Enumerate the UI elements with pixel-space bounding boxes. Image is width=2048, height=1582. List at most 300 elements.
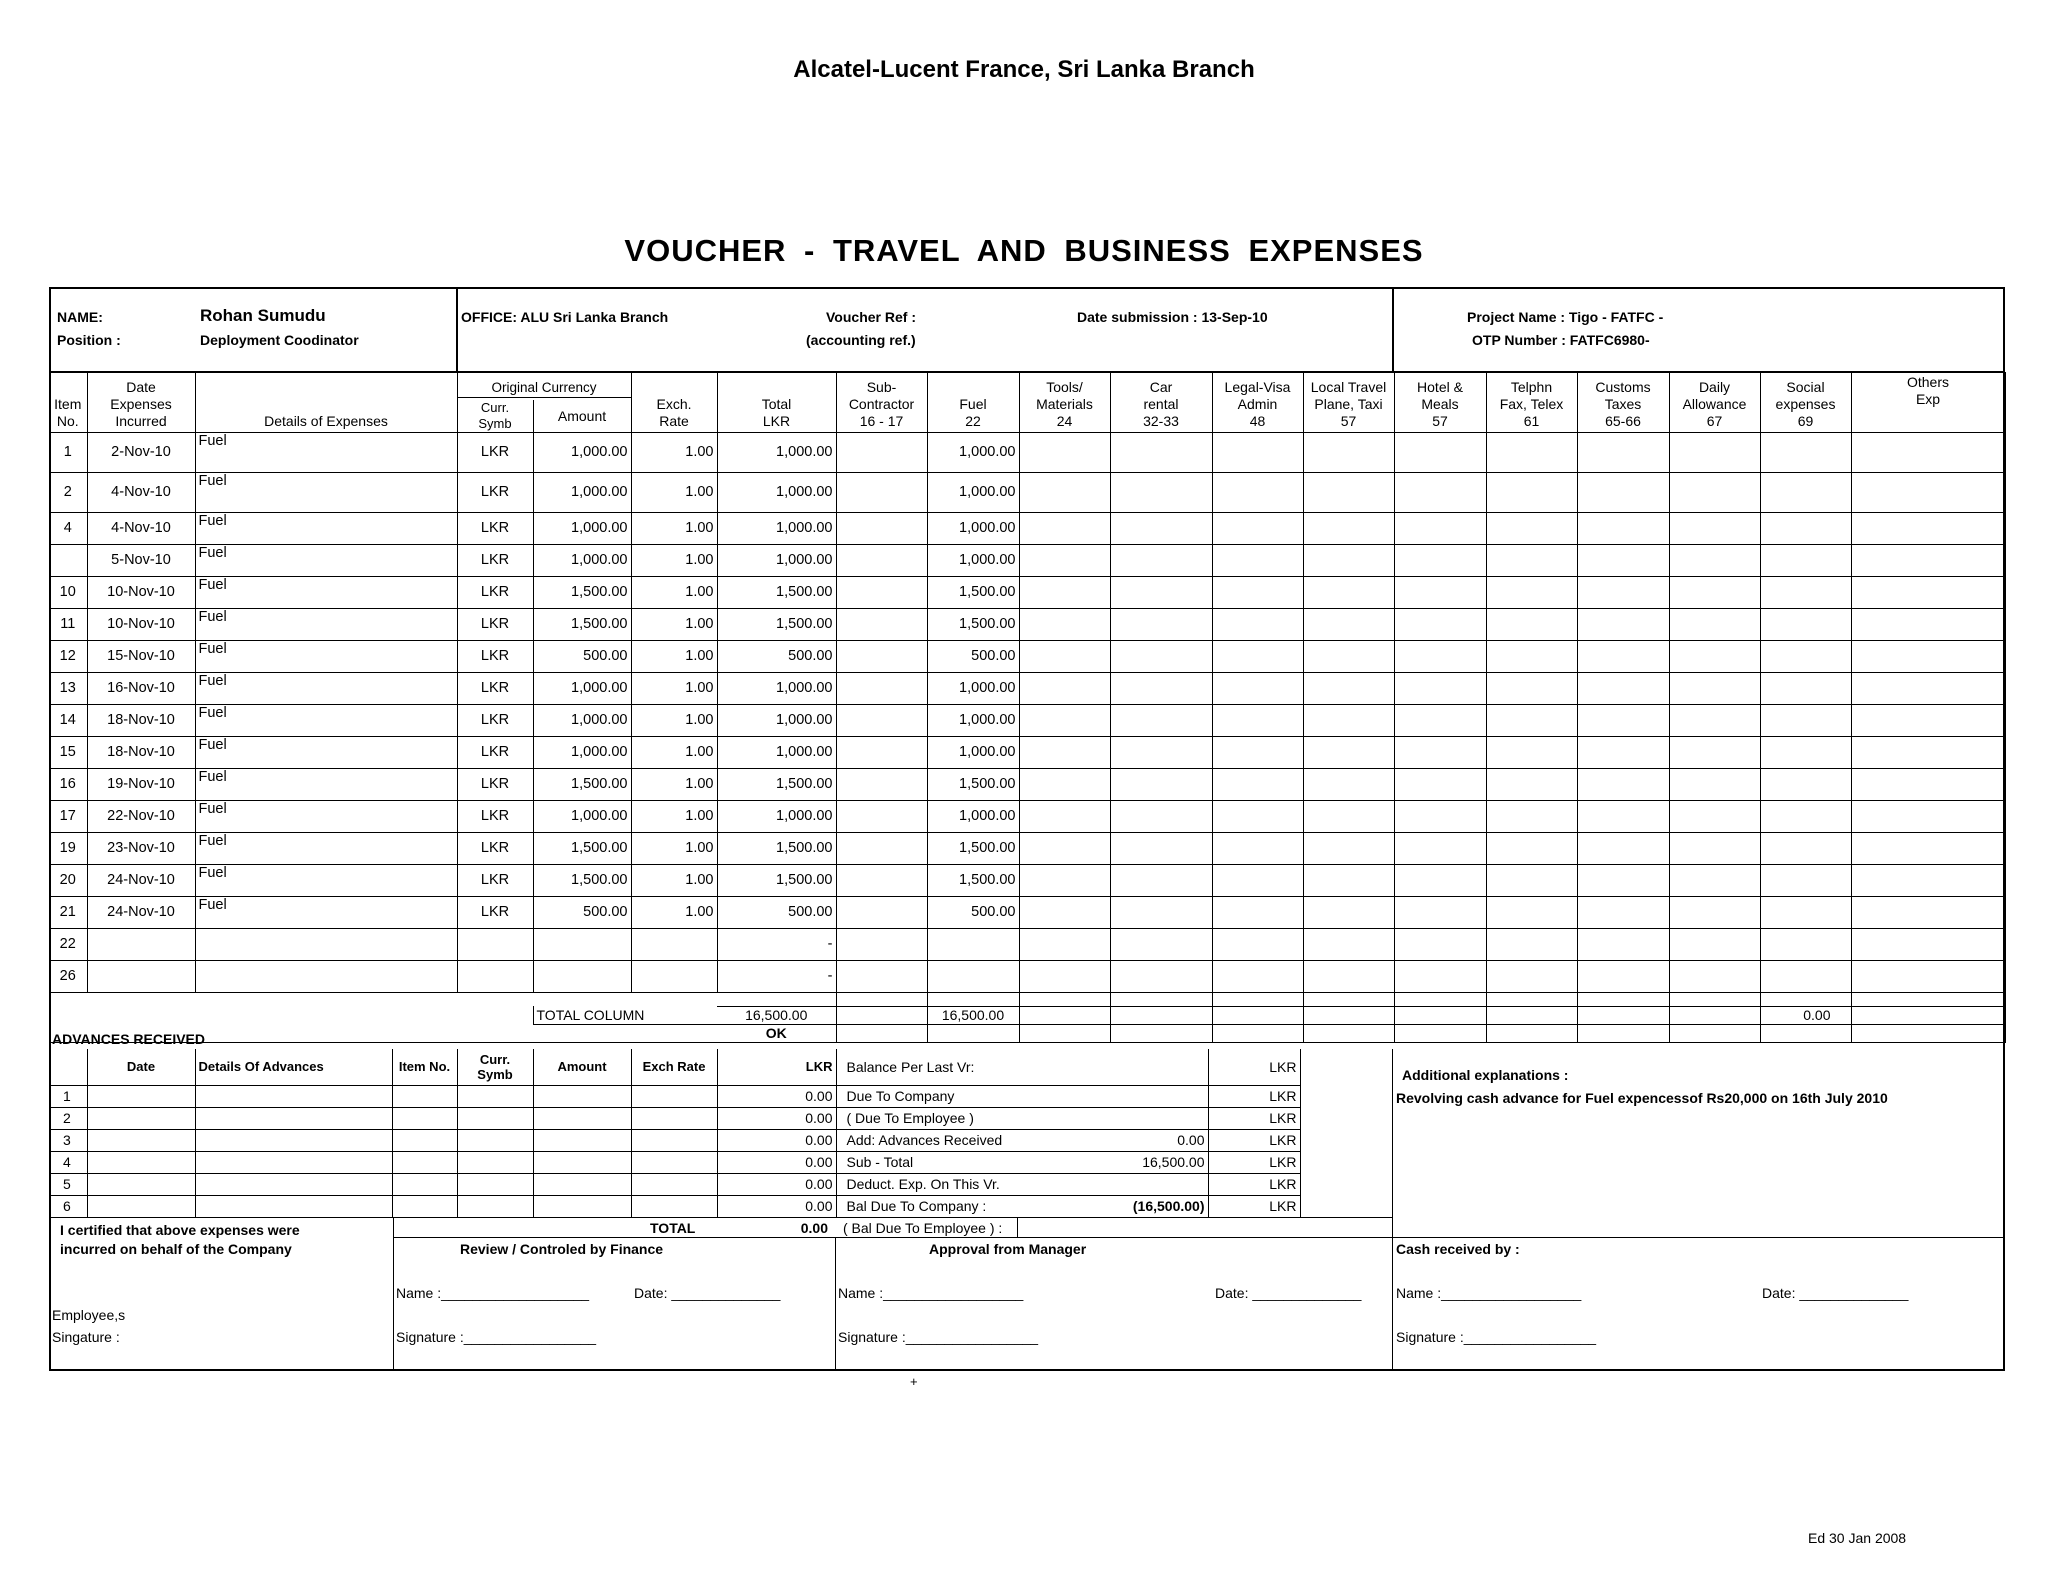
advance-cell[interactable] [87, 1151, 195, 1173]
row-date [87, 928, 195, 960]
row-details: Fuel [195, 472, 457, 512]
row-empty-cell [1212, 512, 1303, 544]
advance-cell[interactable] [87, 1085, 195, 1107]
adv-col-date: Date [87, 1049, 195, 1085]
row-details: Fuel [195, 800, 457, 832]
row-empty-cell [1577, 576, 1669, 608]
row-date: 15-Nov-10 [87, 640, 195, 672]
row-empty-cell [1110, 640, 1212, 672]
row-sub [836, 736, 927, 768]
row-total: 1,500.00 [717, 864, 836, 896]
row-empty-cell [1577, 864, 1669, 896]
total-column-row [49, 1006, 2005, 1024]
col-social: Social expenses 69 [1760, 372, 1851, 432]
row-sub [836, 768, 927, 800]
col-legal: Legal-Visa Admin 48 [1212, 372, 1303, 432]
table-row [49, 896, 2005, 928]
balance-value [1108, 1049, 1208, 1085]
col-item: Item No. [49, 372, 87, 432]
row-empty-cell [1577, 472, 1669, 512]
row-amount [533, 928, 631, 960]
row-curr: LKR [457, 672, 533, 704]
advance-cell[interactable] [195, 1195, 392, 1217]
row-empty-cell [1577, 704, 1669, 736]
advance-cell[interactable] [87, 1173, 195, 1195]
row-empty-cell [1110, 960, 1212, 992]
advance-cell[interactable] [87, 1129, 195, 1151]
row-empty-cell [1577, 768, 1669, 800]
row-empty-cell [1760, 832, 1851, 864]
row-total: 1,000.00 [717, 672, 836, 704]
row-empty-cell [1212, 472, 1303, 512]
row-empty-cell [1669, 432, 1760, 472]
row-rate [631, 960, 717, 992]
row-date: 18-Nov-10 [87, 704, 195, 736]
row-fuel: 1,000.00 [927, 736, 1019, 768]
advance-lkr: 0.00 [717, 1085, 836, 1107]
row-sub [836, 576, 927, 608]
advance-cell[interactable] [457, 1151, 533, 1173]
row-empty-cell [1394, 768, 1486, 800]
expense-table [49, 372, 2006, 1043]
row-curr: LKR [457, 576, 533, 608]
row-total: 1,500.00 [717, 768, 836, 800]
advance-cell[interactable] [457, 1195, 533, 1217]
row-empty-cell [1019, 472, 1110, 512]
row-empty-cell [1110, 544, 1212, 576]
row-item: 1 [49, 432, 87, 472]
row-empty-cell [1486, 544, 1577, 576]
row-empty-cell [1669, 960, 1760, 992]
balance-currency: LKR [1208, 1107, 1300, 1129]
row-amount: 1,500.00 [533, 576, 631, 608]
row-fuel: 1,000.00 [927, 704, 1019, 736]
row-sub [836, 864, 927, 896]
row-curr: LKR [457, 896, 533, 928]
table-row [49, 512, 2005, 544]
row-empty-cell [1669, 800, 1760, 832]
advance-lkr: 0.00 [717, 1151, 836, 1173]
row-date: 23-Nov-10 [87, 832, 195, 864]
row-curr [457, 928, 533, 960]
balance-label: Deduct. Exp. On This Vr. [836, 1173, 1108, 1195]
row-empty-cell [1303, 768, 1394, 800]
row-rate: 1.00 [631, 544, 717, 576]
row-curr: LKR [457, 432, 533, 472]
advance-cell[interactable] [533, 1173, 631, 1195]
row-empty-cell [1851, 736, 2005, 768]
employee-label: Employee,s [52, 1307, 126, 1323]
row-empty-cell [1019, 640, 1110, 672]
advance-row [49, 1129, 1300, 1151]
row-total: - [717, 928, 836, 960]
approval-date-field[interactable]: Date: ______________ [1215, 1285, 1362, 1301]
row-amount: 1,000.00 [533, 800, 631, 832]
row-empty-cell [1486, 800, 1577, 832]
row-empty-cell [1851, 704, 2005, 736]
row-empty-cell [1019, 672, 1110, 704]
row-total: 1,000.00 [717, 800, 836, 832]
review-signature-field[interactable]: Signature :_________________ [396, 1329, 597, 1345]
advance-lkr: 0.00 [717, 1107, 836, 1129]
adv-col-item: Item No. [392, 1049, 457, 1085]
row-fuel: 1,000.00 [927, 672, 1019, 704]
row-empty-cell [1212, 864, 1303, 896]
row-item: 4 [49, 512, 87, 544]
row-details [195, 928, 457, 960]
approval-name-field[interactable]: Name :__________________ [838, 1285, 1024, 1301]
row-sub [836, 472, 927, 512]
row-empty-cell [1486, 432, 1577, 472]
row-empty-cell [1669, 472, 1760, 512]
row-empty-cell [1212, 576, 1303, 608]
row-amount: 1,000.00 [533, 472, 631, 512]
row-empty-cell [1212, 704, 1303, 736]
row-curr: LKR [457, 608, 533, 640]
row-item: 12 [49, 640, 87, 672]
check-row [49, 1024, 2005, 1042]
row-empty-cell [1577, 608, 1669, 640]
row-empty-cell [1486, 608, 1577, 640]
advance-cell[interactable] [195, 1107, 392, 1129]
row-empty-cell [1669, 640, 1760, 672]
row-date: 24-Nov-10 [87, 864, 195, 896]
row-curr: LKR [457, 832, 533, 864]
row-amount: 1,000.00 [533, 544, 631, 576]
row-empty-cell [1303, 800, 1394, 832]
advance-cell[interactable] [631, 1107, 717, 1129]
adv-col-lkr: LKR [717, 1049, 836, 1085]
row-date: 10-Nov-10 [87, 576, 195, 608]
row-empty-cell [1212, 928, 1303, 960]
cash-name-field[interactable]: Name :__________________ [1396, 1285, 1582, 1301]
row-empty-cell [1019, 800, 1110, 832]
advance-cell[interactable] [631, 1085, 717, 1107]
advance-cell[interactable] [392, 1173, 457, 1195]
row-details: Fuel [195, 512, 457, 544]
row-empty-cell [1851, 832, 2005, 864]
row-empty-cell [1577, 432, 1669, 472]
row-rate: 1.00 [631, 832, 717, 864]
row-sub [836, 800, 927, 832]
advance-cell[interactable] [195, 1151, 392, 1173]
row-date: 16-Nov-10 [87, 672, 195, 704]
balance-currency: LKR [1208, 1129, 1300, 1151]
advance-row [49, 1107, 1300, 1129]
row-fuel: 1,500.00 [927, 864, 1019, 896]
table-row [49, 928, 2005, 960]
row-item: 16 [49, 768, 87, 800]
row-rate: 1.00 [631, 768, 717, 800]
row-empty-cell [1019, 544, 1110, 576]
balance-value [1108, 1107, 1208, 1129]
table-row [49, 800, 2005, 832]
row-amount: 1,000.00 [533, 432, 631, 472]
row-empty-cell [1760, 704, 1851, 736]
row-empty-cell [1669, 928, 1760, 960]
row-date: 2-Nov-10 [87, 432, 195, 472]
balance-label: Balance Per Last Vr: [836, 1049, 1108, 1085]
row-empty-cell [1394, 432, 1486, 472]
row-empty-cell [1110, 512, 1212, 544]
advance-cell[interactable] [631, 1173, 717, 1195]
project-name: Project Name : Tigo - FATFC - [1467, 309, 1664, 325]
advance-cell[interactable] [533, 1107, 631, 1129]
row-details: Fuel [195, 736, 457, 768]
balance-currency: LKR [1208, 1049, 1300, 1085]
row-empty-cell [1669, 704, 1760, 736]
row-amount: 1,500.00 [533, 832, 631, 864]
row-empty-cell [1486, 704, 1577, 736]
advance-row [49, 1195, 1300, 1217]
row-sub [836, 512, 927, 544]
row-item: 2 [49, 472, 87, 512]
name-label: NAME: [57, 309, 103, 325]
row-empty-cell [1303, 544, 1394, 576]
row-empty-cell [1486, 960, 1577, 992]
row-empty-cell [1851, 472, 2005, 512]
row-empty-cell [1394, 896, 1486, 928]
total-column-social: 0.00 [1760, 1006, 1851, 1024]
col-total: Total LKR [717, 372, 836, 432]
balance-currency: LKR [1208, 1195, 1300, 1217]
row-empty-cell [1760, 768, 1851, 800]
col-fuel: Fuel 22 [927, 372, 1019, 432]
row-curr: LKR [457, 768, 533, 800]
advance-cell[interactable] [392, 1107, 457, 1129]
advance-cell[interactable] [457, 1107, 533, 1129]
row-details: Fuel [195, 864, 457, 896]
row-empty-cell [1110, 704, 1212, 736]
row-empty-cell [1760, 640, 1851, 672]
advance-row-number: 1 [49, 1085, 87, 1107]
advance-cell[interactable] [392, 1195, 457, 1217]
table-row [49, 736, 2005, 768]
balance-currency: LKR [1208, 1085, 1300, 1107]
row-details: Fuel [195, 672, 457, 704]
row-empty-cell [1212, 736, 1303, 768]
row-amount: 500.00 [533, 640, 631, 672]
row-sub [836, 832, 927, 864]
row-amount: 1,000.00 [533, 512, 631, 544]
table-row [49, 544, 2005, 576]
row-empty-cell [1212, 544, 1303, 576]
row-empty-cell [1303, 672, 1394, 704]
adv-col-details: Details Of Advances [195, 1049, 392, 1085]
total-column-label: TOTAL COLUMN [533, 1006, 717, 1024]
row-empty-cell [1760, 432, 1851, 472]
advance-cell[interactable] [195, 1129, 392, 1151]
advance-lkr: 0.00 [717, 1173, 836, 1195]
row-empty-cell [1577, 832, 1669, 864]
row-empty-cell [1110, 576, 1212, 608]
row-empty-cell [1212, 432, 1303, 472]
row-curr: LKR [457, 640, 533, 672]
row-item: 21 [49, 896, 87, 928]
row-empty-cell [1851, 544, 2005, 576]
row-empty-cell [1212, 768, 1303, 800]
advance-cell[interactable] [392, 1085, 457, 1107]
row-empty-cell [1303, 736, 1394, 768]
row-details [195, 960, 457, 992]
row-empty-cell [1019, 768, 1110, 800]
row-curr: LKR [457, 704, 533, 736]
review-name-field[interactable]: Name :___________________ [396, 1285, 590, 1301]
row-fuel: 1,000.00 [927, 800, 1019, 832]
voucher-title: VOUCHER - TRAVEL AND BUSINESS EXPENSES [624, 233, 1424, 268]
row-rate: 1.00 [631, 672, 717, 704]
row-empty-cell [1110, 432, 1212, 472]
row-date: 4-Nov-10 [87, 472, 195, 512]
row-empty-cell [1486, 896, 1577, 928]
advance-cell[interactable] [87, 1195, 195, 1217]
advance-cell[interactable] [457, 1129, 533, 1151]
row-empty-cell [1212, 832, 1303, 864]
row-rate: 1.00 [631, 432, 717, 472]
adv-col-rate: Exch Rate [631, 1049, 717, 1085]
row-amount: 1,000.00 [533, 672, 631, 704]
table-row [49, 768, 2005, 800]
row-empty-cell [1394, 544, 1486, 576]
employee-signature[interactable]: Singature : [52, 1329, 120, 1345]
table-row [49, 864, 2005, 896]
col-date: Date Expenses Incurred [87, 372, 195, 432]
row-curr [457, 960, 533, 992]
row-details: Fuel [195, 576, 457, 608]
row-empty-cell [1669, 768, 1760, 800]
plus-mark: + [910, 1374, 918, 1389]
row-total: 1,000.00 [717, 472, 836, 512]
row-empty-cell [1577, 800, 1669, 832]
advance-cell[interactable] [533, 1151, 631, 1173]
row-total: 500.00 [717, 896, 836, 928]
row-empty-cell [1019, 432, 1110, 472]
advance-cell[interactable] [631, 1129, 717, 1151]
row-empty-cell [1486, 928, 1577, 960]
advance-cell[interactable] [631, 1195, 717, 1217]
advances-title: ADVANCES RECEIVED [52, 1031, 205, 1047]
advance-cell[interactable] [195, 1085, 392, 1107]
row-total: 1,000.00 [717, 512, 836, 544]
advance-cell[interactable] [195, 1173, 392, 1195]
row-empty-cell [1110, 928, 1212, 960]
row-empty-cell [1851, 640, 2005, 672]
row-fuel [927, 960, 1019, 992]
row-item: 26 [49, 960, 87, 992]
advance-cell[interactable] [533, 1085, 631, 1107]
advance-cell[interactable] [457, 1173, 533, 1195]
row-empty-cell [1669, 896, 1760, 928]
row-sub [836, 640, 927, 672]
row-rate: 1.00 [631, 472, 717, 512]
advance-cell[interactable] [533, 1129, 631, 1151]
approval-signature-field[interactable]: Signature :_________________ [838, 1329, 1039, 1345]
row-empty-cell [1486, 576, 1577, 608]
advance-row [49, 1151, 1300, 1173]
row-item: 19 [49, 832, 87, 864]
row-date: 5-Nov-10 [87, 544, 195, 576]
row-empty-cell [1303, 608, 1394, 640]
row-item: 20 [49, 864, 87, 896]
adv-col-curr: Curr. Symb [457, 1049, 533, 1085]
row-fuel: 500.00 [927, 896, 1019, 928]
row-fuel: 1,000.00 [927, 432, 1019, 472]
row-empty-cell [1577, 544, 1669, 576]
row-empty-cell [1110, 896, 1212, 928]
advances-header-row [49, 1049, 1300, 1085]
row-empty-cell [1760, 472, 1851, 512]
row-empty-cell [1394, 672, 1486, 704]
col-amount: Amount [557, 407, 607, 424]
row-total: 1,500.00 [717, 832, 836, 864]
advance-cell[interactable] [457, 1085, 533, 1107]
advance-cell[interactable] [533, 1195, 631, 1217]
table-row [49, 472, 2005, 512]
col-tools: Tools/ Materials 24 [1019, 372, 1110, 432]
explanations-text: Revolving cash advance for Fuel expencessof Rs20,000 on 16th July 2010 [1396, 1090, 1888, 1106]
table-row [49, 960, 2005, 992]
row-empty-cell [1212, 608, 1303, 640]
row-empty-cell [1212, 960, 1303, 992]
row-fuel: 1,500.00 [927, 768, 1019, 800]
row-empty-cell [1019, 704, 1110, 736]
row-empty-cell [1669, 832, 1760, 864]
advance-row-number: 6 [49, 1195, 87, 1217]
row-empty-cell [1851, 864, 2005, 896]
col-car: Car rental 32-33 [1110, 372, 1212, 432]
row-sub [836, 432, 927, 472]
row-empty-cell [1019, 864, 1110, 896]
row-details: Fuel [195, 640, 457, 672]
col-local: Local Travel Plane, Taxi 57 [1303, 372, 1394, 432]
advance-cell[interactable] [392, 1129, 457, 1151]
row-empty-cell [1019, 960, 1110, 992]
position-label: Position : [57, 332, 121, 348]
advance-cell[interactable] [392, 1151, 457, 1173]
cash-date-field[interactable]: Date: ______________ [1762, 1285, 1909, 1301]
accounting-ref: (accounting ref.) [806, 332, 916, 348]
row-total: 1,000.00 [717, 736, 836, 768]
row-empty-cell [1851, 432, 2005, 472]
cash-signature-field[interactable]: Signature :_________________ [1396, 1329, 1597, 1345]
col-daily: Daily Allowance 67 [1669, 372, 1760, 432]
row-empty-cell [1212, 800, 1303, 832]
row-empty-cell [1212, 896, 1303, 928]
row-rate: 1.00 [631, 864, 717, 896]
balance-label: Due To Company [836, 1085, 1108, 1107]
advance-cell[interactable] [87, 1107, 195, 1129]
table-row [49, 432, 2005, 472]
row-date: 10-Nov-10 [87, 608, 195, 640]
bal-due-employee-label: ( Bal Due To Employee ) : [843, 1220, 1003, 1236]
review-date-field[interactable]: Date: ______________ [634, 1285, 781, 1301]
row-item: 14 [49, 704, 87, 736]
row-empty-cell [1851, 576, 2005, 608]
row-empty-cell [1394, 864, 1486, 896]
advance-cell[interactable] [631, 1151, 717, 1173]
row-empty-cell [1851, 512, 2005, 544]
row-fuel: 1,500.00 [927, 608, 1019, 640]
row-empty-cell [1486, 864, 1577, 896]
row-fuel: 1,500.00 [927, 576, 1019, 608]
row-empty-cell [1303, 640, 1394, 672]
row-empty-cell [1303, 928, 1394, 960]
row-empty-cell [1394, 576, 1486, 608]
balance-label: ( Due To Employee ) [836, 1107, 1108, 1129]
row-empty-cell [1394, 832, 1486, 864]
row-empty-cell [1760, 864, 1851, 896]
total-column-total: 16,500.00 [717, 1006, 836, 1024]
